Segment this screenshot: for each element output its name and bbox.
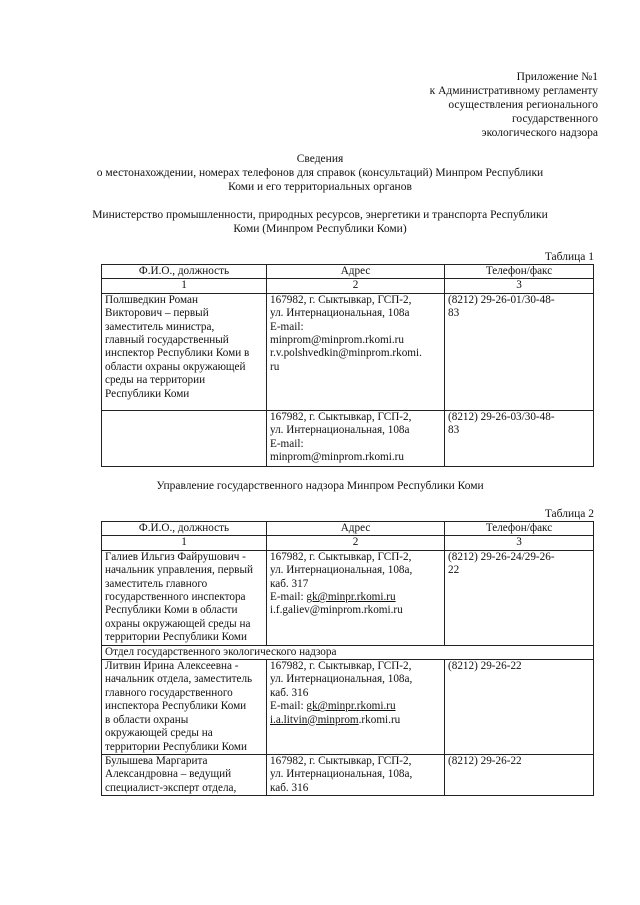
- email-line: [270, 700, 441, 713]
- department-title: Управление государственного надзора Минпром Республики Коми: [156, 480, 484, 492]
- cell-line: Александровна – ведущий: [105, 768, 232, 781]
- cell-line: начальник отдела, заместитель: [105, 673, 253, 686]
- email-line: [270, 591, 441, 604]
- column-number: 3: [445, 279, 594, 293]
- cell-line: Республики Коми: [105, 387, 190, 400]
- ministry-line: Коми (Минпром Республики Коми): [233, 223, 407, 235]
- cell-line: каб. 316: [270, 686, 309, 699]
- cell-line: 167982, г. Сыктывкар, ГСП-2,: [270, 293, 412, 306]
- cell-line: (8212) 29-26-01/30-48-: [448, 293, 555, 306]
- cell-line: 167982, г. Сыктывкар, ГСП-2,: [270, 754, 412, 767]
- column-number: 1: [102, 536, 267, 550]
- cell-line: территории Республики Коми: [105, 631, 248, 644]
- appendix-line: к Административному регламенту: [429, 85, 598, 97]
- cell-line: 83: [448, 307, 460, 320]
- table2: [101, 521, 594, 796]
- fio-cell: [102, 410, 267, 466]
- cell-line: каб. 317: [270, 577, 309, 590]
- cell-line: (8212) 29-26-03/30-48-: [448, 410, 555, 423]
- email-text: i.f.galiev@minprom.rkomi.ru: [270, 604, 403, 617]
- column-header: Ф.И.О., должность: [102, 522, 267, 536]
- cell-line: (8212) 29-26-24/29-26-: [448, 550, 555, 563]
- column-number: 3: [445, 536, 594, 550]
- section-title: Отдел государственного экологического надзора: [102, 645, 594, 659]
- email-link[interactable]: i.a.litvin@minprom: [270, 713, 359, 726]
- cell-line: области охраны окружающей: [105, 360, 246, 373]
- cell-line: Литвин Ирина Алексеевна -: [105, 660, 239, 673]
- cell-line: ул. Интернациональная, 108а,: [270, 564, 413, 577]
- cell-line: Галиев Ильгиз Файрушович -: [105, 550, 246, 563]
- column-number: 2: [267, 279, 445, 293]
- address-cell: [267, 660, 445, 755]
- email-label: E-mail:: [270, 591, 307, 604]
- appendix-block: [368, 70, 598, 140]
- title-heading: Сведения: [296, 153, 344, 165]
- email-text: r.v.polshvedkin@minprom.rkomi.: [270, 347, 422, 360]
- appendix-line: осуществления регионального: [448, 99, 598, 111]
- cell-line: инспектора Республики Коми: [105, 700, 247, 713]
- column-header: Телефон/факс: [445, 522, 594, 536]
- cell-line: 83: [448, 424, 460, 437]
- cell-line: среды на территории: [105, 374, 206, 387]
- column-header: Телефон/факс: [445, 265, 594, 279]
- address-cell: [267, 550, 445, 645]
- ministry-title: [90, 208, 550, 236]
- cell-line: Булышева Маргарита: [105, 754, 208, 767]
- cell-line: 167982, г. Сыктывкар, ГСП-2,: [270, 550, 412, 563]
- cell-line: начальник управления, первый: [105, 564, 253, 577]
- cell-line: E-mail:: [270, 320, 304, 333]
- cell-line: окружающей среды на: [105, 727, 213, 740]
- cell-line: Республики Коми в области: [105, 604, 238, 617]
- cell-line: охраны окружающей среды на: [105, 617, 251, 630]
- table-header-row: [102, 265, 594, 279]
- cell-line: 22: [448, 564, 460, 577]
- email-text: .rkomi.ru: [358, 713, 401, 726]
- email-link[interactable]: gk@minpr.rkomi.ru: [306, 700, 396, 713]
- cell-line: государственного инспектора: [105, 591, 246, 604]
- appendix-line: государственного: [512, 113, 598, 125]
- address-cell: [267, 293, 445, 410]
- ministry-line: Министерство промышленности, природных ресурсов, энергетики и транспорта Республики: [92, 209, 548, 221]
- cell-line: специалист-эксперт отдела,: [105, 781, 237, 794]
- cell-line: E-mail:: [270, 437, 304, 450]
- cell-line: (8212) 29-26-22: [448, 660, 522, 673]
- cell-line: ru: [270, 360, 280, 373]
- table-row: [102, 754, 594, 795]
- section-row: [102, 645, 594, 659]
- email-text: minprom@minprom.rkomi.ru: [270, 451, 404, 464]
- title-subtitle-line: Коми и его территориальных органов: [228, 181, 412, 193]
- cell-line: Полшведкин Роман: [105, 293, 198, 306]
- phone-cell: [445, 293, 594, 410]
- email-text: minprom@minprom.rkomi.ru: [270, 334, 404, 347]
- table-row: [102, 550, 594, 645]
- cell-line: ул. Интернациональная, 108а: [270, 424, 410, 437]
- fio-cell: [102, 550, 267, 645]
- cell-line: 167982, г. Сыктывкар, ГСП-2,: [270, 660, 412, 673]
- cell-line: (8212) 29-26-22: [448, 754, 522, 767]
- cell-line: инспектор Республики Коми в: [105, 347, 250, 360]
- title-subtitle-line: о местонахождении, номерах телефонов для справок (консультаций) Минпром Республики: [96, 167, 544, 179]
- table-row: [102, 293, 594, 410]
- column-header: Адрес: [267, 265, 445, 279]
- phone-cell: [445, 550, 594, 645]
- appendix-line: Приложение №1: [516, 71, 598, 83]
- cell-line: заместитель министра,: [105, 320, 215, 333]
- email-label: E-mail:: [270, 700, 307, 713]
- fio-cell: [102, 293, 267, 410]
- address-cell: [267, 754, 445, 795]
- cell-line: каб. 316: [270, 781, 309, 794]
- table-header-row: [102, 522, 594, 536]
- table1: [101, 264, 594, 467]
- cell-line: в области охраны: [105, 713, 189, 726]
- cell-line: ул. Интернациональная, 108а,: [270, 768, 413, 781]
- phone-cell: [445, 410, 594, 466]
- column-number: 2: [267, 536, 445, 550]
- cell-line: главный государственный: [105, 334, 229, 347]
- cell-line: заместитель главного: [105, 577, 208, 590]
- cell-line: главного государственного: [105, 686, 233, 699]
- table-row: [102, 660, 594, 755]
- cell-line: территории Республики Коми: [105, 740, 248, 753]
- column-number: 1: [102, 279, 267, 293]
- cell-line: ул. Интернациональная, 108а: [270, 307, 410, 320]
- table1-caption: Таблица 1: [544, 251, 594, 263]
- cell-line: ул. Интернациональная, 108а,: [270, 673, 413, 686]
- column-number-row: [102, 279, 594, 293]
- email-line: [270, 714, 441, 727]
- column-number-row: [102, 536, 594, 550]
- phone-cell: [445, 660, 594, 755]
- appendix-line: экологического надзора: [481, 127, 598, 139]
- cell-line: Викторович – первый: [105, 307, 209, 320]
- fio-cell: [102, 754, 267, 795]
- fio-cell: [102, 660, 267, 755]
- document-title: [90, 152, 550, 194]
- address-cell: [267, 410, 445, 466]
- column-header: Адрес: [267, 522, 445, 536]
- cell-line: 167982, г. Сыктывкар, ГСП-2,: [270, 410, 412, 423]
- table2-caption: Таблица 2: [544, 508, 594, 520]
- email-link[interactable]: gk@minpr.rkomi.ru: [306, 591, 396, 604]
- column-header: Ф.И.О., должность: [102, 265, 267, 279]
- phone-cell: [445, 754, 594, 795]
- table-row: [102, 410, 594, 466]
